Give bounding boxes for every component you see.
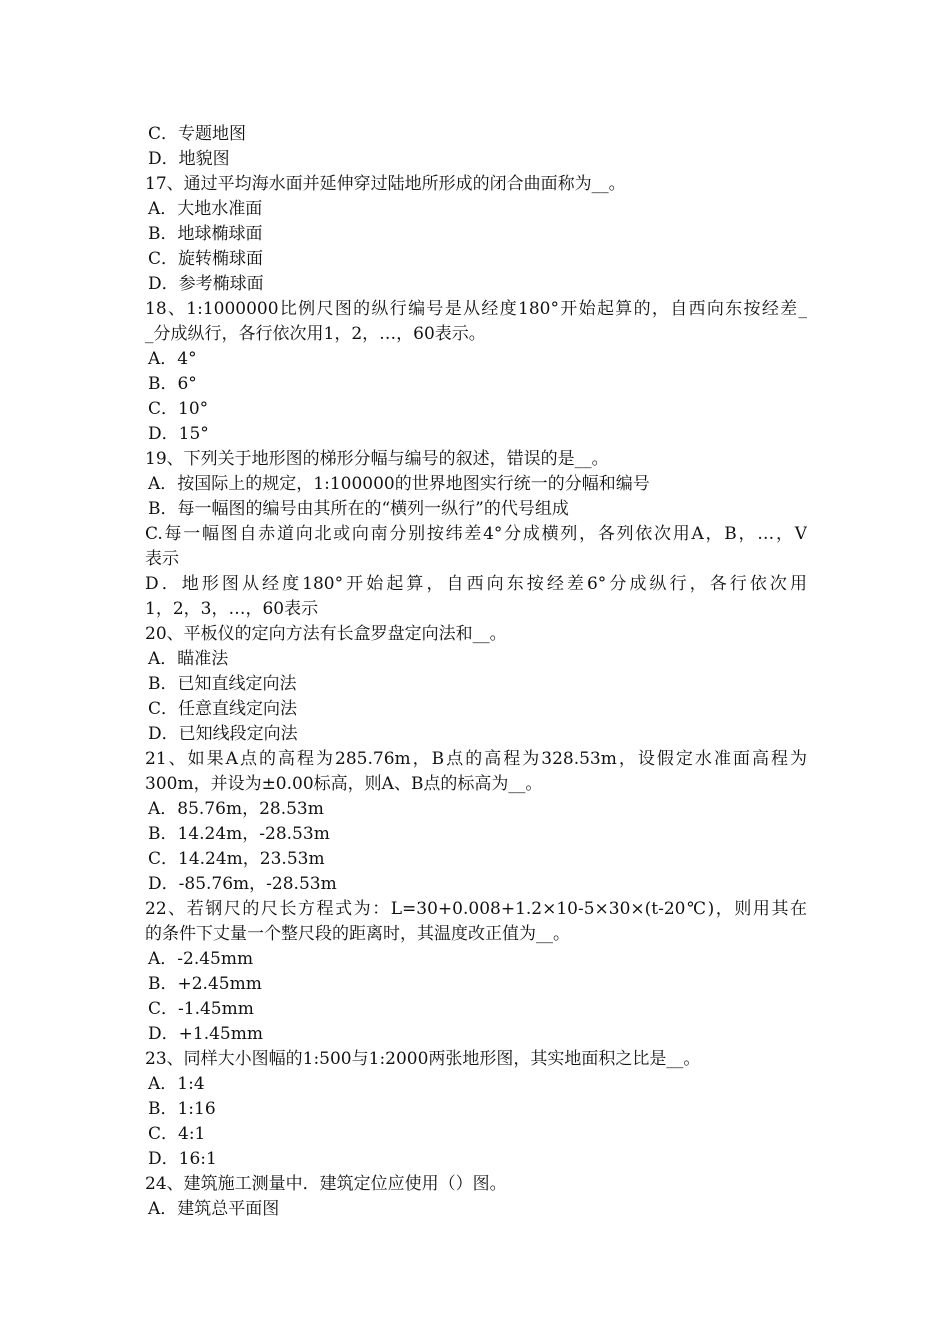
option-line: A．-2.45mm [148,949,254,969]
option-line: A．建筑总平面图 [148,1199,280,1219]
option-line: D．地形图从经度180°开始起算，自西向东按经差6°分成纵行，各行依次用 [145,574,807,594]
option-line: A．按国际上的规定，1:100000的世界地图实行统一的分幅和编号 [148,474,650,494]
option-line: D．16:1 [148,1149,217,1169]
option-line: D．已知线段定向法 [148,724,298,744]
option-line: A．大地水准面 [148,199,263,219]
option-line: C．旋转椭球面 [148,249,264,269]
question-21-continued: 300m，并设为±0.00标高，则A、B点的标高为__。 [145,774,543,794]
option-line: B．6° [148,374,197,394]
option-line: C．4:1 [148,1124,206,1144]
option-line: B．14.24m，-28.53m [148,824,330,844]
question-24: 24、建筑施工测量中．建筑定位应使用（）图。 [145,1174,507,1194]
option-line: D．15° [148,424,209,444]
option-line: A．4° [148,349,197,369]
option-line: D．参考椭球面 [148,274,264,294]
document-page [145,122,807,1222]
question-23: 23、同样大小图幅的1:500与1:2000两张地形图，其实地面积之比是__。 [145,1049,701,1069]
option-line: B．+2.45mm [148,974,262,994]
question-20: 20、平板仪的定向方法有长盒罗盘定向法和__。 [145,624,507,644]
question-17: 17、通过平均海水面并延伸穿过陆地所形成的闭合曲面称为__。 [145,174,626,194]
question-22: 22、若钢尺的尺长方程式为：L=30+0.008+1.2×10-5×30×(t-20℃)，则用其在 [145,899,807,919]
option-line: C．10° [148,399,209,419]
option-line: D．地貌图 [148,149,230,169]
option-line: C.每一幅图自赤道向北或向南分别按纬差4°分成横列，各列依次用A，B，…，V [145,524,807,544]
option-line: D．+1.45mm [148,1024,263,1044]
option-line: A．瞄准法 [148,649,229,669]
option-line-continued: 表示 [145,549,179,569]
question-21: 21、如果A点的高程为285.76m，B点的高程为328.53m，设假定水准面高程为 [145,749,807,769]
question-19: 19、下列关于地形图的梯形分幅与编号的叙述，错误的是__。 [145,449,609,469]
option-line: C．14.24m，23.53m [148,849,325,869]
option-line: D．-85.76m，-28.53m [148,874,337,894]
option-line-continued: 1，2，3，…，60表示 [145,599,319,619]
option-line: A．85.76m，28.53m [148,799,324,819]
option-line: C．任意直线定向法 [148,699,298,719]
question-18-continued: _分成纵行，各行依次用1，2，…，60表示。 [145,324,486,344]
option-line: C．专题地图 [148,124,247,144]
question-18: 18、1:1000000比例尺图的纵行编号是从经度180°开始起算的，自西向东按经差_ [145,299,807,319]
question-22-continued: 的条件下丈量一个整尺段的距离时，其温度改正值为__。 [145,924,570,944]
option-line: C．-1.45mm [148,999,254,1019]
option-line: A．1:4 [148,1074,205,1094]
option-line: B．已知直线定向法 [148,674,297,694]
option-line: B．1:16 [148,1099,216,1119]
option-line: B．地球椭球面 [148,224,263,244]
option-line: B．每一幅图的编号由其所在的“横列一纵行”的代号组成 [148,499,569,519]
